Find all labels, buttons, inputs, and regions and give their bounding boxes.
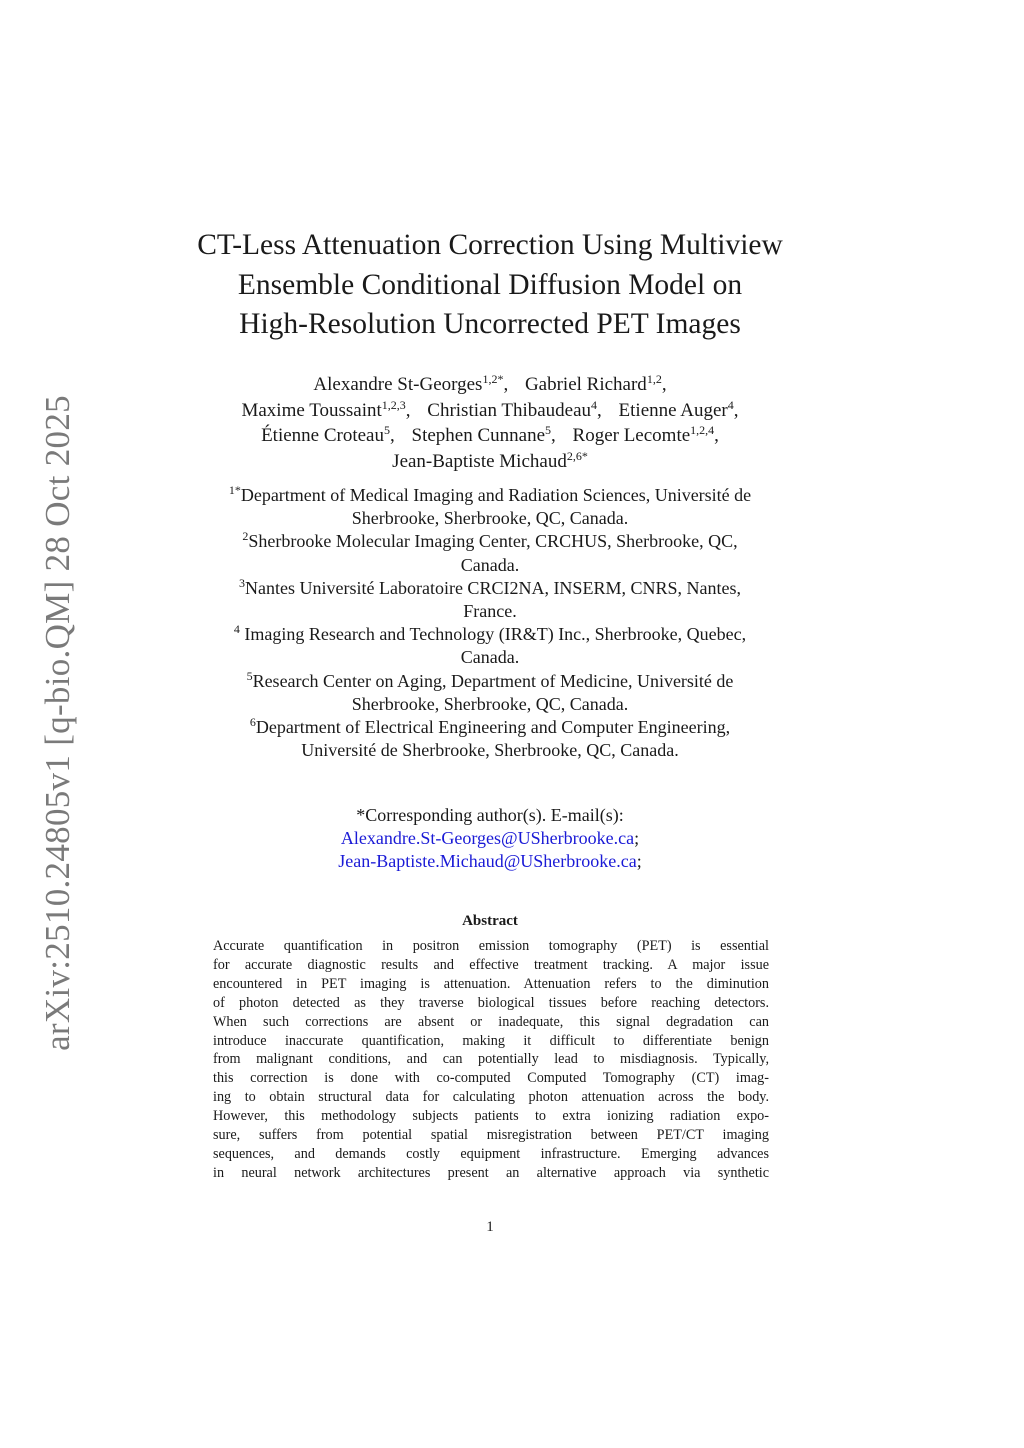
author: Roger Lecomte$^{1,2,4}$, [572, 423, 719, 446]
email-link[interactable]: Jean-Baptiste.Michaud@USherbrooke.ca [338, 851, 637, 871]
author: Gabriel Richard$^{1,2}$, [524, 372, 667, 395]
abstract-line: for accurate diagnostic results and effective treatment tracking. A major issue [213, 956, 769, 973]
affiliation: $^{1*}$Department of Medical Imaging and Radiation Sciences, Université de Sherbrooke, Sherbrooke, QC, Canada. [228, 483, 752, 529]
email-link[interactable]: Alexandre.St-Georges@USherbrooke.ca [340, 828, 635, 848]
abstract-line: from malignant conditions, and can potentially lead to misdiagnosis. Typically, [213, 1051, 769, 1068]
abstract-heading: Abstract [462, 913, 518, 929]
abstract-line: When such corrections are absent or inadequate, this signal degradation can [213, 1013, 769, 1030]
author: Etienne Auger$^4$, [618, 397, 739, 421]
abstract-body [213, 937, 769, 1183]
affiliation-list [180, 484, 800, 762]
abstract-line: sure, suffers from potential spatial misregistration between PET/CT imaging [213, 1127, 769, 1144]
author: Stephen Cunnane$^5$, [411, 423, 556, 446]
affiliation: $^2$Sherbrooke Molecular Imaging Center, CRCHUS, Sherbrooke, QC, Canada. [242, 529, 738, 575]
corresponding-authors: *Corresponding author(s). E-mail(s): Alexandre.St-Georges@USherbrooke.ca; Jean-Baptiste.Michaud@USherbrooke.ca; [240, 804, 740, 873]
abstract-line: in neural network architectures present an alternative approach via synthetic [213, 1164, 769, 1181]
arxiv-identifier: arXiv:2510.24805v1 [q-bio.QM] 28 Oct 2025 [38, 395, 77, 1051]
corresponding-label: *Corresponding author(s). E-mail(s): [356, 805, 624, 825]
abstract-line: encountered in PET imaging is attenuation. Attenuation refers to the diminution [213, 975, 769, 992]
abstract-line: this correction is done with co-computed Computed Tomography (CT) imag- [213, 1070, 769, 1087]
author: Alexandre St-Georges$^{1,2*}$, [313, 372, 509, 395]
abstract-line: Accurate quantification in positron emission tomography (PET) is essential [213, 938, 769, 954]
author-line [160, 423, 820, 449]
author-line [160, 398, 820, 424]
paper-title [140, 226, 840, 345]
page-number: 1 [486, 1219, 494, 1235]
affiliation: $^4$ Imaging Research and Technology (IR&T) Inc., Sherbrooke, Quebec, Canada. [233, 622, 747, 668]
abstract-line: However, this methodology subjects patients to extra ionizing radiation expo- [213, 1108, 769, 1125]
title-line: High-Resolution Uncorrected PET Images [239, 308, 741, 340]
title-line: CT-Less Attenuation Correction Using Multiview [197, 229, 783, 261]
affiliation: $^3$Nantes Université Laboratoire CRCI2NA, INSERM, CNRS, Nantes, France. [239, 575, 741, 622]
abstract-line: of photon detected as they traverse biological tissues before reaching detectors. [213, 994, 769, 1011]
abstract-line: ing to obtain structural data for calculating photon attenuation across the body. [213, 1089, 769, 1106]
author-line [160, 372, 820, 398]
author: Étienne Croteau$^5$, [261, 423, 395, 446]
affiliation: $^6$Department of Electrical Engineering and Computer Engineering, Université de Sherbrooke, Sherbrooke, QC, Canada. [249, 715, 731, 761]
author: Christian Thibaudeau$^4$, [427, 397, 602, 421]
abstract-line: sequences, and demands costly equipment infrastructure. Emerging advances [213, 1145, 769, 1162]
author: Jean-Baptiste Michaud$^{2,6*}$ [392, 448, 588, 472]
author-line [160, 449, 820, 475]
affiliation: $^5$Research Center on Aging, Department of Medicine, Université de Sherbrooke, Sherbrooke, QC, Canada. [246, 668, 734, 714]
author: Maxime Toussaint$^{1,2,3}$, [241, 397, 411, 421]
abstract-line: introduce inaccurate quantification, making it difficult to differentiate benign [213, 1032, 769, 1049]
title-line: Ensemble Conditional Diffusion Model on [237, 268, 743, 301]
author-list [160, 372, 820, 474]
